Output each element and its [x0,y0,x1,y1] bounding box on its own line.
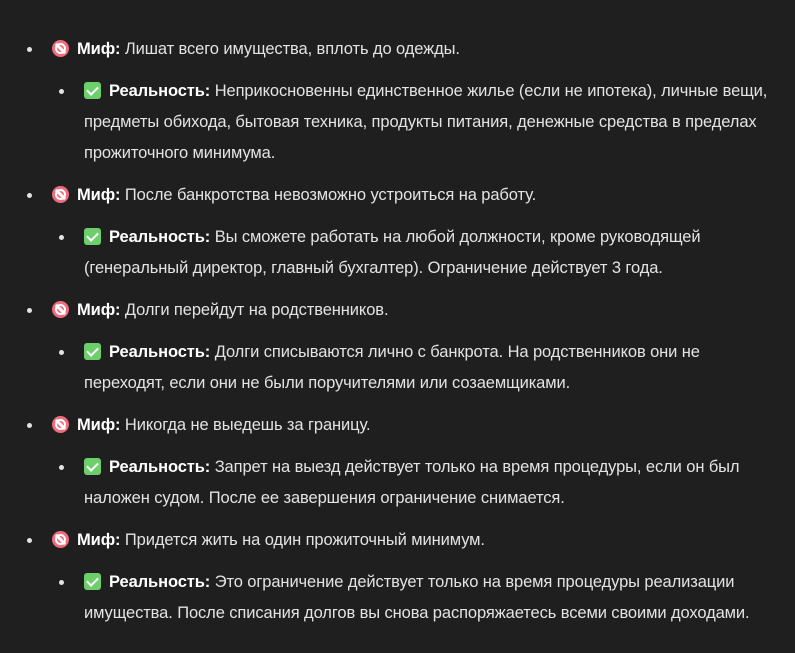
check-mark-button-icon [84,573,101,590]
myth-item [52,525,795,629]
myth-item [52,34,795,169]
reality-text: Запрет на выезд действует только на время процедуры, если он был наложен судом. После ее завершения ограничение снимается. [84,458,740,507]
reality-label: Реальность: [109,458,211,476]
bullet [27,308,32,313]
bullet [27,47,32,52]
myth-item [52,410,795,514]
myths-list [0,34,795,629]
reality-text: Это ограничение действует только на время процедуры реализации имущества. После списания долгов вы снова распоряжаетесь всеми своими доходами. [84,573,750,622]
myth-label: Миф: [77,40,121,58]
bullet [59,350,64,355]
reality-text: Долги списываются лично с банкрота. На родственников они не переходят, если они не были поручителями или созаемщиками. [84,343,700,392]
myth-label: Миф: [77,301,121,319]
myth-label: Миф: [77,416,121,434]
prohibited-icon [52,40,69,57]
myth-item [52,180,795,284]
bullet [59,465,64,470]
reality-label: Реальность: [109,343,211,361]
bullet [59,235,64,240]
myth-label: Миф: [77,531,121,549]
reality-item [84,452,795,514]
prohibited-icon [52,531,69,548]
myth-label: Миф: [77,186,121,204]
bullet [59,89,64,94]
reality-label: Реальность: [109,228,211,246]
reality-list [52,222,795,284]
myth-text: Долги перейдут на родственников. [124,301,389,319]
reality-list [52,76,795,169]
reality-list [52,452,795,514]
reality-item [84,337,795,399]
reality-item [84,567,795,629]
myth-text: После банкротства невозможно устроиться на работу. [124,186,537,204]
reality-label: Реальность: [109,82,211,100]
myth-item [52,295,795,399]
prohibited-icon [52,301,69,318]
reality-label: Реальность: [109,573,211,591]
bullet [27,193,32,198]
myth-text: Лишат всего имущества, вплоть до одежды. [124,40,460,58]
check-mark-button-icon [84,228,101,245]
check-mark-button-icon [84,82,101,99]
bullet [27,538,32,543]
reality-text: Неприкосновенны единственное жилье (если не ипотека), личные вещи, предметы обихода, бытовая техника, продукты питания, денежные средства в пределах прожиточного минимума. [84,82,768,162]
myth-text: Придется жить на один прожиточный минимум. [124,531,485,549]
reality-item [84,76,795,169]
bullet [59,580,64,585]
bullet [27,423,32,428]
prohibited-icon [52,416,69,433]
reality-list [52,337,795,399]
check-mark-button-icon [84,458,101,475]
reality-text: Вы сможете работать на любой должности, кроме руководящей (генеральный директор, главный бухгалтер). Ограничение действует 3 года. [84,228,701,277]
check-mark-button-icon [84,343,101,360]
prohibited-icon [52,186,69,203]
myths-list-container [0,34,795,640]
reality-list [52,567,795,629]
reality-item [84,222,795,284]
myth-text: Никогда не выедешь за границу. [124,416,371,434]
